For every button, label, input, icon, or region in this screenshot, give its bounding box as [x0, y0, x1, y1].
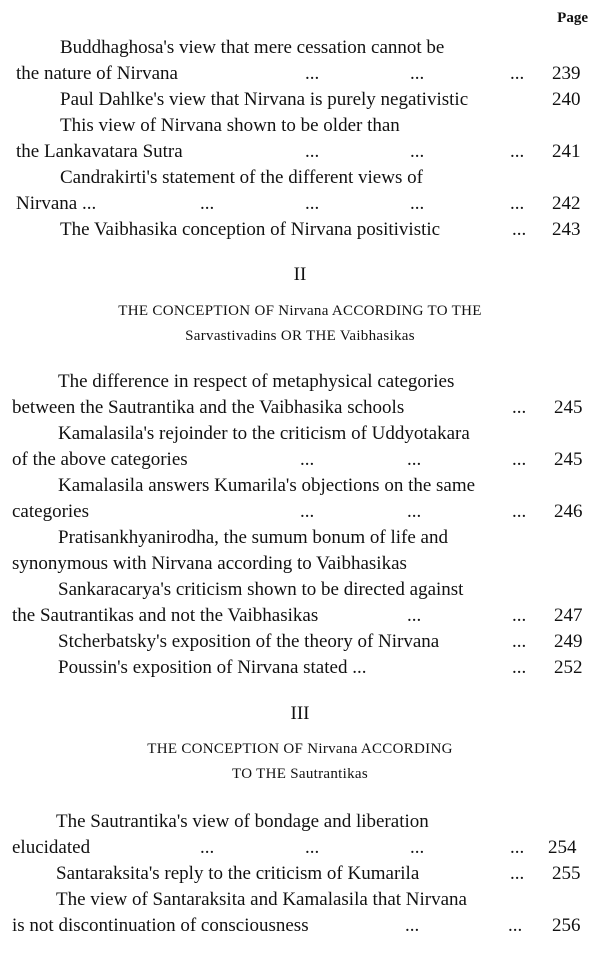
page-number: 245 — [554, 449, 583, 470]
leader-dots: ... — [512, 397, 527, 418]
page-number: 245 — [554, 397, 583, 418]
leader-dots: ... — [200, 193, 215, 214]
page-number: 239 — [552, 63, 581, 84]
page-number: 243 — [552, 219, 581, 240]
leader-dots: ... — [407, 449, 422, 470]
leader-dots: ... — [407, 605, 422, 626]
entry-text: Candrakirti's statement of the different views of — [60, 167, 423, 188]
section-heading: THE CONCEPTION OF Nirvana ACCORDING TO THE — [118, 303, 482, 319]
entry-text: Sankaracarya's criticism shown to be directed against — [58, 579, 464, 600]
leader-dots: ... — [305, 193, 320, 214]
entry-text: This view of Nirvana shown to be older than — [60, 115, 400, 136]
entry-text: the Lankavatara Sutra — [16, 141, 183, 162]
leader-dots: ... — [305, 837, 320, 858]
entry-text: Nirvana ... — [16, 193, 97, 214]
leader-dots: ... — [410, 63, 425, 84]
leader-dots: ... — [407, 501, 422, 522]
entry-text: Kamalasila answers Kumarila's objections on the same — [58, 475, 476, 496]
entry-text: The difference in respect of metaphysical categories — [58, 371, 455, 392]
leader-dots: ... — [512, 501, 527, 522]
entry-text: the Sautrantikas and not the Vaibhasikas — [12, 605, 319, 626]
entry-text: Pratisankhyanirodha, the sumum bonum of life and — [58, 527, 448, 548]
entry-text: Santaraksita's reply to the criticism of Kumarila — [56, 863, 420, 884]
entry-text: Kamalasila's rejoinder to the criticism of Uddyotakara — [58, 423, 470, 444]
leader-dots: ... — [410, 141, 425, 162]
page-number: 241 — [552, 141, 581, 162]
section-heading: Sarvastivadins OR THE Vaibhasikas — [185, 328, 415, 344]
leader-dots: ... — [512, 657, 527, 678]
leader-dots: ... — [512, 219, 527, 240]
section-heading: TO THE Sautrantikas — [232, 766, 368, 782]
entry-text: Stcherbatsky's exposition of the theory of Nirvana — [58, 631, 440, 652]
page-number: 240 — [552, 89, 581, 110]
page-number: 246 — [554, 501, 583, 522]
leader-dots: ... — [510, 863, 525, 884]
page-number: 247 — [554, 605, 583, 626]
page-column-label: Page — [557, 10, 588, 26]
page-number: 256 — [552, 915, 581, 936]
page-number: 242 — [552, 193, 581, 214]
leader-dots: ... — [200, 837, 215, 858]
page-number: 252 — [554, 657, 583, 678]
page-number: 249 — [554, 631, 583, 652]
leader-dots: ... — [410, 193, 425, 214]
entry-text: Paul Dahlke's view that Nirvana is purely negativistic — [60, 89, 469, 110]
entry-text: is not discontinuation of consciousness — [12, 915, 309, 936]
leader-dots: ... — [300, 449, 315, 470]
entry-text: The Vaibhasika conception of Nirvana positivistic — [60, 219, 441, 240]
entry-text: Buddhaghosa's view that mere cessation cannot be — [60, 37, 445, 58]
leader-dots: ... — [305, 63, 320, 84]
page-number: 254 — [548, 837, 577, 858]
leader-dots: ... — [300, 501, 315, 522]
entry-text: elucidated — [12, 837, 91, 858]
leader-dots: ... — [512, 605, 527, 626]
entry-text: The Sautrantika's view of bondage and liberation — [56, 811, 429, 832]
page-number: 255 — [552, 863, 581, 884]
entry-text: synonymous with Nirvana according to Vaibhasikas — [12, 553, 407, 574]
entry-text: of the above categories — [12, 449, 188, 470]
leader-dots: ... — [512, 631, 527, 652]
leader-dots: ... — [510, 837, 525, 858]
section-numeral: II — [293, 264, 307, 285]
leader-dots: ... — [508, 915, 523, 936]
entry-text: the nature of Nirvana — [16, 63, 178, 84]
entry-text: categories — [12, 501, 90, 522]
leader-dots: ... — [512, 449, 527, 470]
entry-text: between the Sautrantika and the Vaibhasika schools — [12, 397, 405, 418]
entry-text: The view of Santaraksita and Kamalasila that Nirvana — [56, 889, 467, 910]
leader-dots: ... — [405, 915, 420, 936]
leader-dots: ... — [305, 141, 320, 162]
leader-dots: ... — [510, 63, 525, 84]
entry-text: Poussin's exposition of Nirvana stated ... — [58, 657, 367, 678]
leader-dots: ... — [510, 141, 525, 162]
section-numeral: III — [290, 703, 310, 724]
section-heading: THE CONCEPTION OF Nirvana ACCORDING — [147, 741, 453, 757]
leader-dots: ... — [510, 193, 525, 214]
leader-dots: ... — [410, 837, 425, 858]
